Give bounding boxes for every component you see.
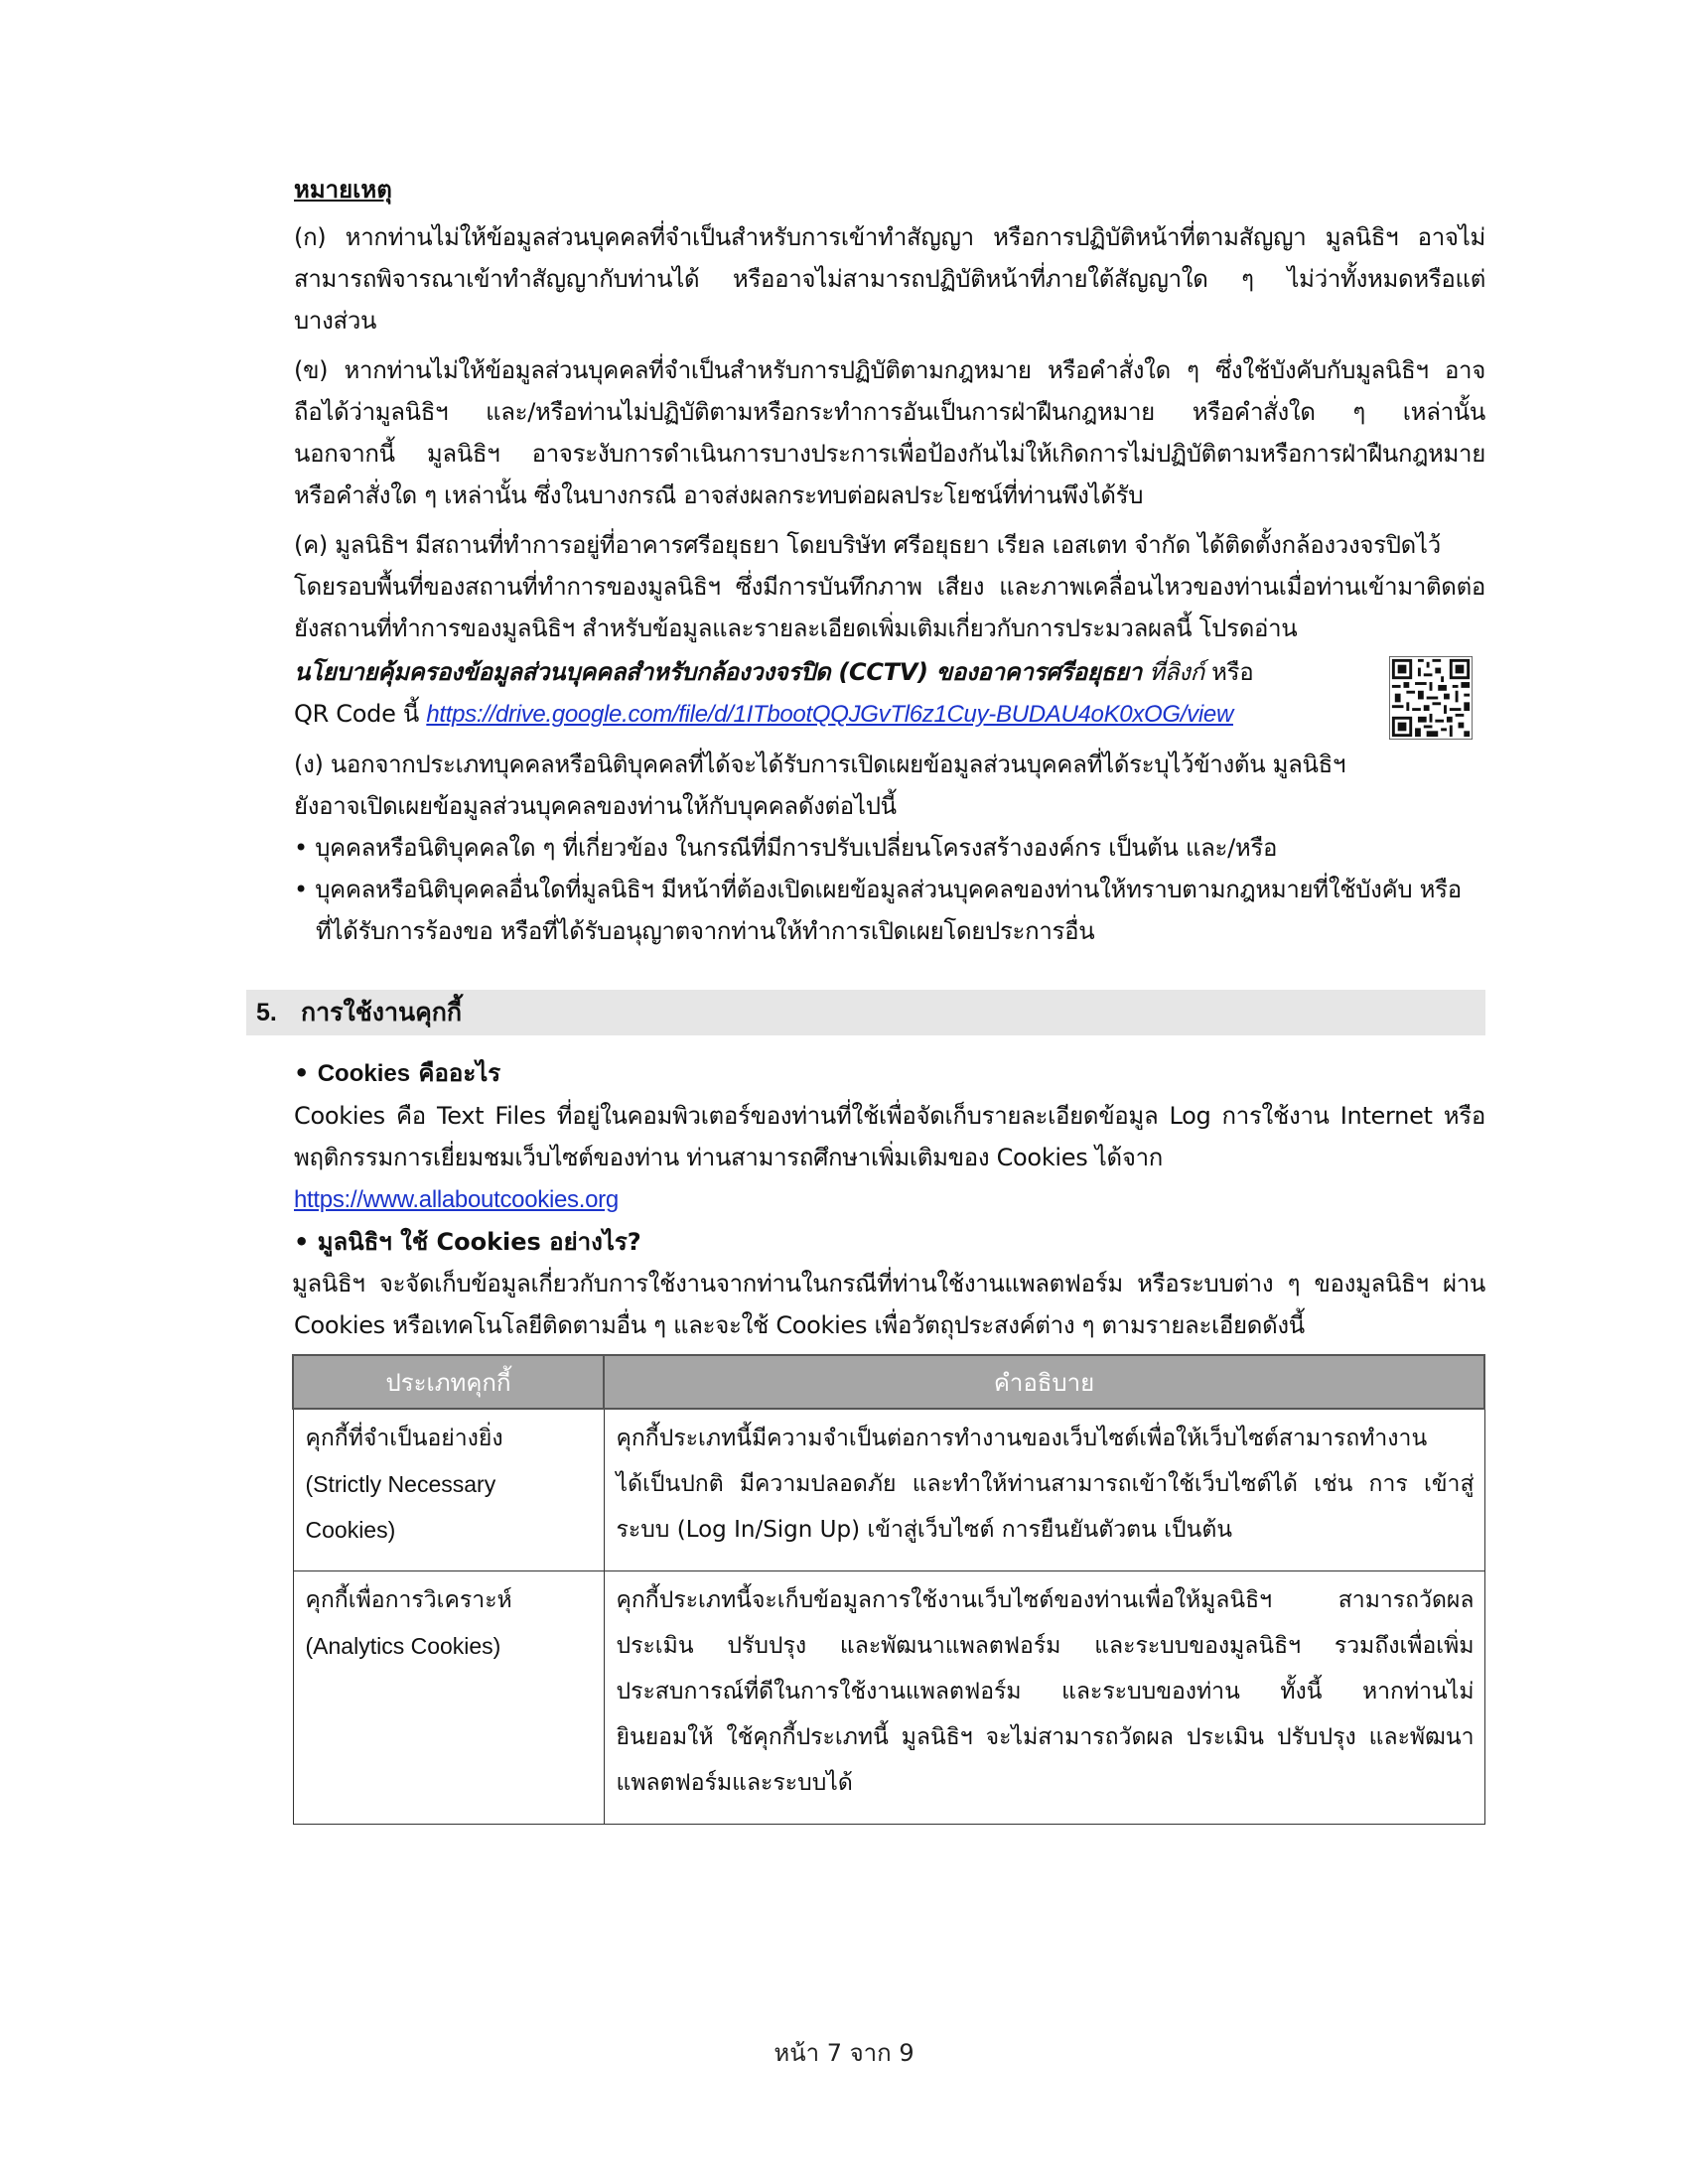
list-item-continuation: ที่ได้รับการร้องขอ หรือที่ได้รับอนุญาตจากท่านให้ทำการเปิดเผยโดยประการอื่น [316,917,1095,945]
text-line: พฤติกรรมการเยี่ยมชมเว็บไซต์ของท่าน ท่านสามารถศึกษาเพิ่มเติมของ Cookies ได้จาก [294,1144,1164,1171]
text-line: นอกจากนี้ มูลนิธิฯ อาจระงับการดำเนินการบางประการเพื่อป้องกันไม่ให้เกิดการไม่ปฏิบัติตามหรือการฝ่าฝืนกฎหมาย [294,440,1485,468]
cctv-url-line [294,693,1485,736]
list-item-text: บุคคลหรือนิติบุคคลอื่นใดที่มูลนิธิฯ มีหน้าที่ต้องเปิดเผยข้อมูลส่วนบุคคลของท่านให้ทราบตามกฎหมายที่ใช้บังคับ หรือ [315,876,1462,903]
cookie-description-cell [604,1571,1484,1825]
cell-text: คุกกี้ประเภทนี้มีความจำเป็นต่อการทำงานของเว็บไซต์เพื่อให้เว็บไซต์สามารถทำงาน [616,1426,1428,1451]
cell-text: แพลตฟอร์มและระบบได้ [616,1770,853,1796]
text-line: ยังอาจเปิดเผยข้อมูลส่วนบุคคลของท่านให้กับบุคคลดังต่อไปนี้ [294,792,897,820]
cell-text: คุกกี้ประเภทนี้จะเก็บข้อมูลการใช้งานเว็บไซต์ของท่านเพื่อให้มูลนิธิฯ สามารถวัดผล [616,1587,1475,1613]
cctv-policy-link[interactable]: https://drive.google.com/file/d/1ITbootQQJGvTl6z1Cuy-BUDAU4oK0xOG/view [426,701,1233,728]
table-row [293,1409,1484,1571]
notes-title: หมายเหตุ [294,176,392,204]
cell-text: คุกกี้ที่จำเป็นอย่างยิ่ง [305,1426,503,1451]
allaboutcookies-link-line [294,1178,1485,1221]
text-line: บางส่วน [294,307,377,335]
cookie-description-cell [604,1409,1484,1571]
column-header-type: ประเภทคุกกี้ [293,1355,604,1409]
text-line: สามารถพิจารณาเข้าทำสัญญากับท่านได้ หรืออาจไม่สามารถปฏิบัติหน้าที่ภายใต้สัญญาใด ๆ ไม่ว่าทั้งหมดหรือแต่ [294,265,1485,293]
cctv-policy-line [294,651,1485,693]
bullet-icon: • [294,876,308,903]
qr-code-icon[interactable] [1389,656,1473,740]
list-item [294,827,1485,869]
cookie-type-cell [293,1571,604,1825]
cell-text: ได้เป็นปกติ มีความปลอดภัย และทำให้ท่านสามารถเข้าใช้เว็บไซต์ได้ เช่น การ เข้าสู่ [616,1471,1475,1497]
note-paragraph-b [294,349,1485,516]
disclosure-bullet-list [294,827,1485,952]
how-cookies-used-heading [294,1221,1485,1263]
cell-text: ประสบการณ์ที่ดีในการใช้งานแพลตฟอร์ม และระบบของท่าน ทั้งนี้ หากท่านไม่ [616,1679,1475,1705]
qr-code-prefix: QR Code นี้ [294,700,427,728]
link-word: ที่ลิงก์ [1141,658,1204,686]
heading-thai: คืออะไร [410,1059,501,1087]
bullet-icon: • [294,834,308,862]
notes-section [294,169,1485,952]
cookie-types-table [292,1354,1485,1825]
section-5-header [246,990,1485,1035]
what-are-cookies-heading [294,1052,1485,1095]
text-line: (ง) นอกจากประเภทบุคคลหรือนิติบุคคลที่ได้จะได้รับการเปิดเผยข้อมูลส่วนบุคคลที่ได้ระบุไว้ข้างต้น มูลนิธิฯ [294,751,1346,778]
bullet-icon: • [294,1228,310,1256]
text-line: Cookies คือ Text Files ที่อยู่ในคอมพิวเตอร์ของท่านที่ใช้เพื่อจัดเก็บรายละเอียดข้อมูล Log การใช้งาน Internet หรือ [294,1102,1485,1130]
cell-text: ยินยอมให้ ใช้คุกกี้ประเภทนี้ มูลนิธิฯ จะไม่สามารถวัดผล ประเมิน ปรับปรุง และพัฒนา [616,1724,1475,1750]
note-paragraph-d [294,744,1485,827]
table-row [293,1571,1484,1825]
text-line: (ข) หากท่านไม่ให้ข้อมูลส่วนบุคคลที่จำเป็นสำหรับการปฏิบัติตามกฎหมาย หรือคำสั่งใด ๆ ซึ่งใช้บังคับกับมูลนิธิฯ อาจ [294,356,1485,384]
cell-text: คุกกี้เพื่อการวิเคราะห์ [305,1587,512,1613]
cell-text: ระบบ (Log In/Sign Up) เข้าสู่เว็บไซต์ การยืนยันตัวตน เป็นต้น [616,1517,1232,1543]
note-paragraph-c [294,524,1485,649]
cell-text: (Analytics Cookies) [305,1633,501,1659]
text-line: Cookies หรือเทคโนโลยีติดตามอื่น ๆ และจะใช้ Cookies เพื่อวัตถุประสงค์ต่าง ๆ ตามรายละเอียดดังนี้ [294,1311,1305,1339]
column-header-description: คำอธิบาย [604,1355,1484,1409]
cctv-policy-block [294,651,1485,736]
cell-text: ประเมิน ปรับปรุง และพัฒนาแพลตฟอร์ม และระบบของมูลนิธิฯ รวมถึงเพื่อเพิ่ม [616,1633,1475,1659]
text-line: (ก) หากท่านไม่ให้ข้อมูลส่วนบุคคลที่จำเป็นสำหรับการเข้าทำสัญญา หรือการปฏิบัติหน้าที่ตามสัญญา มูลนิธิฯ อาจไม่ [294,223,1485,251]
section-title: การใช้งานคุกกี้ [300,999,463,1026]
note-paragraph-a [294,216,1485,341]
cell-text: Cookies) [305,1517,396,1543]
heading-text: มูลนิธิฯ ใช้ Cookies อย่างไร? [317,1228,641,1256]
text-line: มูลนิธิฯ จะจัดเก็บข้อมูลเกี่ยวกับการใช้งานจากท่านในกรณีที่ท่านใช้งานแพลตฟอร์ม หรือระบบต่าง ๆ ของมูลนิธิฯ ผ่าน [292,1270,1485,1297]
section-number: 5. [256,999,277,1026]
cookie-type-cell [293,1409,604,1571]
text-line: ยังสถานที่ทำการของมูลนิธิฯ สำหรับข้อมูลและรายละเอียดเพิ่มเติมเกี่ยวกับการประมวลผลนี้ โปรดอ่าน [294,614,1298,642]
cookies-section [294,1052,1485,1346]
table-header-row [293,1355,1484,1409]
text-line: โดยรอบพื้นที่ของสถานที่ทำการของมูลนิธิฯ ซึ่งมีการบันทึกภาพ เสียง และภาพเคลื่อนไหวของท่านเมื่อท่านเข้ามาติดต่อ [294,573,1485,601]
bullet-icon: • [294,1059,310,1087]
cctv-policy-title: นโยบายคุ้มครองข้อมูลส่วนบุคคลสำหรับกล้องวงจรปิด (CCTV) ของอาคารศรีอยุธยา [294,658,1142,686]
text-line: หรือคำสั่งใด ๆ เหล่านั้น ซึ่งในบางกรณี อาจส่งผลกระทบต่อผลประโยชน์ที่ท่านพึงได้รับ [294,481,1144,509]
heading-latin: Cookies [317,1060,411,1087]
allaboutcookies-link[interactable]: https://www.allaboutcookies.org [294,1186,619,1213]
or-word: หรือ [1203,658,1254,686]
cell-text: (Strictly Necessary [305,1471,496,1497]
page-number-footer: หน้า 7 จาก 9 [774,2039,914,2067]
list-item-text: บุคคลหรือนิติบุคคลใด ๆ ที่เกี่ยวข้อง ในกรณีที่มีการปรับเปลี่ยนโครงสร้างองค์กร เป็นต้น และ/หรือ [315,834,1278,862]
text-line: ถือได้ว่ามูลนิธิฯ และ/หรือท่านไม่ปฏิบัติตามหรือกระทำการอันเป็นการฝ่าฝืนกฎหมาย หรือคำสั่งใด ๆ เหล่านั้น [294,398,1485,426]
list-item [294,869,1485,910]
text-line: (ค) มูลนิธิฯ มีสถานที่ทำการอยู่ที่อาคารศรีอยุธยา โดยบริษัท ศรีอยุธยา เรียล เอสเตท จำกัด ได้ติดตั้งกล้องวงจรปิดไว้ [294,531,1441,559]
